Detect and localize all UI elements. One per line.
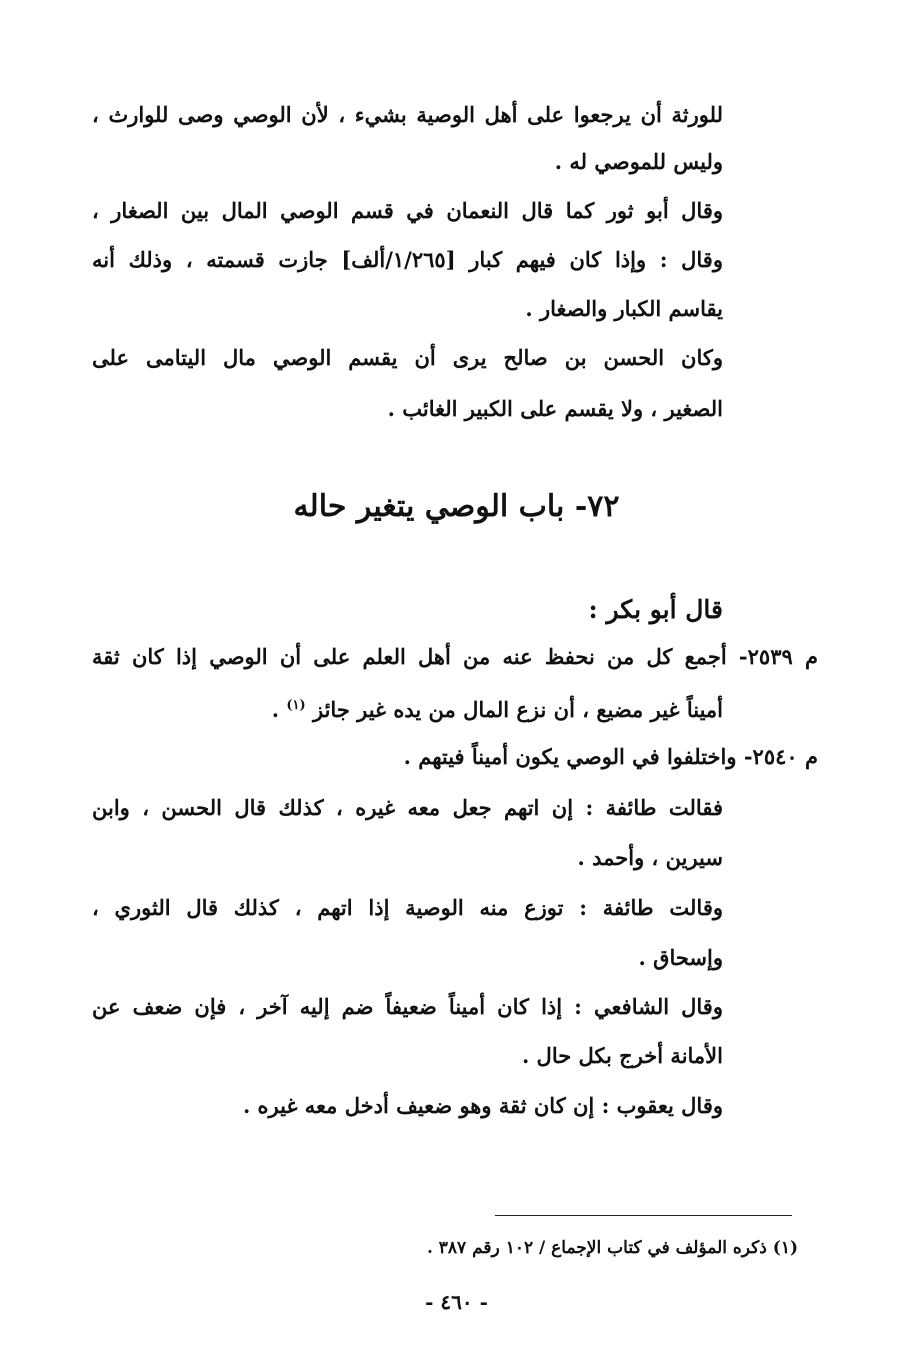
text-line: وليس للموصي له . bbox=[554, 149, 723, 174]
text-line: وقال الشافعي : إذا كان أميناً ضعيفاً ضم إليه آخر ، فإن ضعف عن bbox=[92, 994, 723, 1019]
text-line: وكان الحسن بن صالح يرى أن يقسم الوصي مال اليتامى على bbox=[92, 345, 723, 370]
page-number: - ٤٦٠ - bbox=[425, 1290, 488, 1314]
text-line: فقالت طائفة : إن اتهم جعل معه غيره ، كذلك قال الحسن ، وابن bbox=[92, 795, 723, 820]
text-line: الصغير ، ولا يقسم على الكبير الغائب . bbox=[387, 396, 723, 421]
issue-line: م ٢٥٤٠- واختلفوا في الوصي يكون أميناً فيتهم . bbox=[403, 744, 818, 769]
text-line: وقال أبو ثور كما قال النعمان في قسم الوصي المال بين الصغار ، bbox=[92, 198, 723, 223]
text-line: وإسحاق . bbox=[638, 945, 723, 970]
issue-line-continued bbox=[272, 691, 723, 725]
footnote-divider bbox=[495, 1215, 792, 1216]
text-line: وقال : وإذا كان فيهم كبار [١/٢٦٥/ألف] جازت قسمته ، وذلك أنه bbox=[92, 247, 723, 272]
section-intro: قال أبو بكر : bbox=[588, 595, 723, 624]
issue-end: . bbox=[271, 697, 287, 722]
text-line: وقالت طائفة : توزع منه الوصية إذا اتهم ، كذلك قال الثوري ، bbox=[92, 895, 723, 920]
footnote-ref: (١) bbox=[286, 698, 306, 713]
text-line: للورثة أن يرجعوا على أهل الوصية بشيء ، لأن الوصي وصى للوارث ، bbox=[92, 102, 723, 127]
issue-line: م ٢٥٣٩- أجمع كل من نحفظ عنه من أهل العلم على أن الوصي إذا كان ثقة bbox=[92, 644, 818, 669]
chapter-title: ٧٢- باب الوصي يتغير حاله bbox=[293, 489, 620, 524]
text-line: وقال يعقوب : إن كان ثقة وهو ضعيف أدخل معه غيره . bbox=[242, 1093, 723, 1118]
footnote: (١) ذكره المؤلف في كتاب الإجماع / ١٠٢ رقم ٣٨٧ . bbox=[426, 1238, 798, 1258]
text-line: يقاسم الكبار والصغار . bbox=[525, 296, 723, 321]
issue-text: أميناً غير مضيع ، أن نزع المال من يده غير جائز bbox=[313, 697, 723, 722]
text-line: سيرين ، وأحمد . bbox=[577, 845, 723, 870]
text-line: الأمانة أخرج بكل حال . bbox=[521, 1043, 723, 1068]
